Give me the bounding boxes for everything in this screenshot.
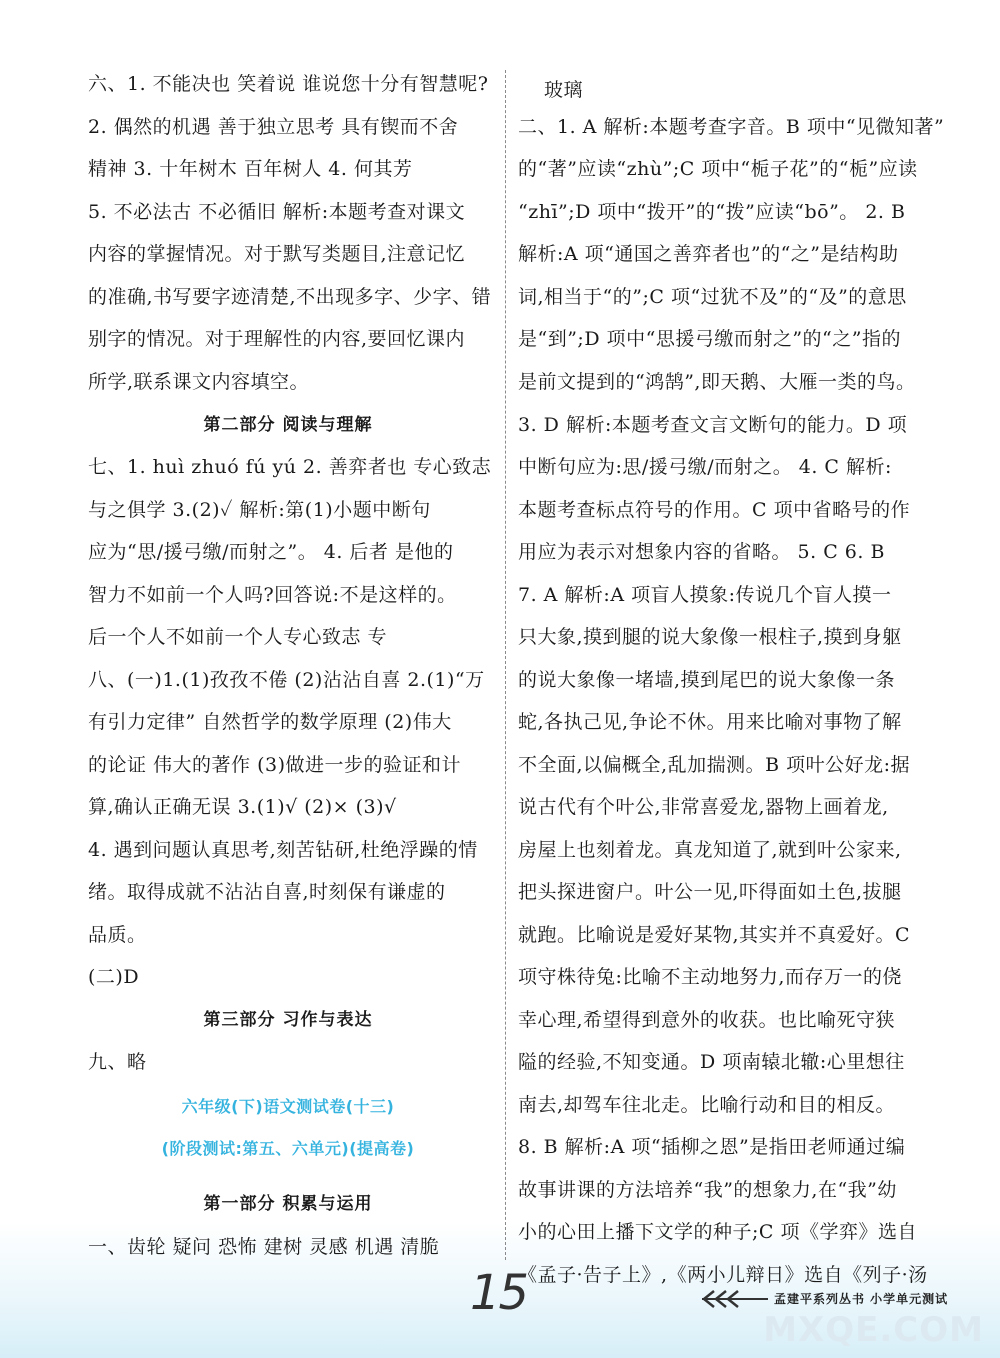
text-line: 南去,却驾车往北走。比喻行动和目的相反。 bbox=[518, 1094, 896, 1116]
test-title: 六年级(下)语文测试卷(十三) bbox=[181, 1097, 395, 1116]
text-line: 《孟子·告子上》,《两小儿辩日》选自《列子·汤 bbox=[518, 1264, 928, 1286]
text-line: 不全面,以偏概全,乱加揣测。B 项叶公好龙:据 bbox=[518, 754, 910, 776]
section-heading-writing: 第三部分 习作与表达 bbox=[203, 1010, 373, 1030]
page-number: 15 bbox=[470, 1265, 528, 1321]
text-line: 解析:A 项“通国之善弈者也”的“之”是结构助 bbox=[518, 243, 899, 265]
section-heading-reading: 第二部分 阅读与理解 bbox=[203, 415, 373, 435]
text-line: 的“著”应读“zhù”;C 项中“栀子花”的“栀”应读 bbox=[518, 158, 918, 180]
text-line: 所学,联系课文内容填空。 bbox=[88, 371, 310, 393]
text-line: 把头探进窗户。叶公一见,吓得面如土色,拔腿 bbox=[518, 881, 902, 903]
text-line: 八、(一)1.(1)孜孜不倦 (2)沾沾自喜 2.(1)“万 bbox=[88, 669, 485, 691]
text-line: 九、略 bbox=[88, 1051, 147, 1073]
text-line: 3. D 解析:本题考查文言文断句的能力。D 项 bbox=[518, 414, 908, 436]
text-line: 项守株待兔:比喻不主动地努力,而存万一的侥 bbox=[518, 966, 902, 988]
text-line: 8. B 解析:A 项“插柳之恩”是指田老师通过编 bbox=[518, 1136, 906, 1158]
text-line: 隘的经验,不知变通。D 项南辕北辙:心里想往 bbox=[518, 1051, 905, 1073]
text-line: 品质。 bbox=[88, 924, 147, 946]
text-line: 7. A 解析:A 项盲人摸象:传说几个盲人摸一 bbox=[518, 584, 892, 606]
text-line: 玻璃 bbox=[544, 79, 584, 101]
text-line: 应为“思/援弓缴/而射之”。 4. 后者 是他的 bbox=[88, 541, 454, 563]
text-line: 是前文提到的“鸿鹄”,即天鹅、大雁一类的鸟。 bbox=[518, 371, 916, 393]
text-line: 4. 遇到问题认真思考,刻苦钻研,杜绝浮躁的情 bbox=[88, 839, 478, 861]
column-divider bbox=[505, 70, 506, 1260]
text-line: 的说大象像一堵墙,摸到尾巴的说大象像一条 bbox=[518, 669, 896, 691]
text-line: (二)D bbox=[88, 966, 140, 988]
text-line: 二、1. A 解析:本题考查字音。B 项中“见微知著” bbox=[518, 116, 945, 138]
arrows-icon bbox=[700, 1288, 770, 1310]
series-footer-text: 孟建平系列丛书 小学单元测试 bbox=[774, 1292, 949, 1306]
text-line: 就跑。比喻说是爱好某物,其实并不真爱好。C bbox=[518, 924, 911, 946]
text-line: 的准确,书写要字迹清楚,不出现多字、少字、错 bbox=[88, 286, 492, 308]
text-line: 别字的情况。对于理解性的内容,要回忆课内 bbox=[88, 328, 466, 350]
text-line: 与之俱学 3.(2)✓ 解析:第(1)小题中断句 bbox=[88, 499, 431, 521]
text-line: 七、1. huì zhuó fú yú 2. 善弈者也 专心致志 bbox=[88, 456, 492, 478]
text-line: 中断句应为:思/援弓缴/而射之。 4. C 解析: bbox=[518, 456, 892, 478]
text-line: 蛇,各执己见,争论不休。用来比喻对事物了解 bbox=[518, 711, 902, 733]
text-line: 内容的掌握情况。对于默写类题目,注意记忆 bbox=[88, 243, 466, 265]
text-line: 是“到”;D 项中“思援弓缴而射之”的“之”指的 bbox=[518, 328, 901, 350]
watermark-text: MXQE.COM bbox=[763, 1310, 984, 1350]
section-heading-accumulation: 第一部分 积累与运用 bbox=[203, 1194, 373, 1214]
text-line: 用应为表示对想象内容的省略。 5. C 6. B bbox=[518, 541, 885, 563]
text-line: 有引力定律” 自然哲学的数学原理 (2)伟大 bbox=[88, 711, 452, 733]
text-line: 5. 不必法古 不必循旧 解析:本题考查对课文 bbox=[88, 201, 466, 223]
text-line: 小的心田上播下文学的种子;C 项《学弈》选自 bbox=[518, 1221, 917, 1243]
text-line: 说古代有个叶公,非常喜爱龙,器物上画着龙, bbox=[518, 796, 889, 818]
text-line: “zhī”;D 项中“拨开”的“拨”应读“bō”。 2. B bbox=[518, 201, 906, 223]
text-line: 房屋上也刻着龙。真龙知道了,就到叶公家来, bbox=[518, 839, 902, 861]
text-line: 后一个人不如前一个人专心致志 专 bbox=[88, 626, 388, 648]
text-line: 精神 3. 十年树木 百年树人 4. 何其芳 bbox=[88, 158, 413, 180]
text-line: 六、1. 不能决也 笑着说 谁说您十分有智慧呢? bbox=[88, 73, 489, 95]
text-line: 本题考查标点符号的作用。C 项中省略号的作 bbox=[518, 499, 911, 521]
text-line: 故事讲课的方法培养“我”的想象力,在“我”幼 bbox=[518, 1179, 897, 1201]
text-line: 幸心理,希望得到意外的收获。也比喻死守狭 bbox=[518, 1009, 896, 1031]
text-line: 智力不如前一个人吗?回答说:不是这样的。 bbox=[88, 584, 457, 606]
text-line: 只大象,摸到腿的说大象像一根柱子,摸到身躯 bbox=[518, 626, 902, 648]
text-line: 词,相当于“的”;C 项“过犹不及”的“及”的意思 bbox=[518, 286, 907, 308]
text-line: 一、齿轮 疑问 恐怖 建树 灵感 机遇 清脆 bbox=[88, 1236, 440, 1258]
text-line: 2. 偶然的机遇 善于独立思考 具有锲而不舍 bbox=[88, 116, 459, 138]
text-line: 绪。取得成就不沾沾自喜,时刻保有谦虚的 bbox=[88, 881, 446, 903]
test-subtitle: (阶段测试:第五、六单元)(提高卷) bbox=[161, 1139, 415, 1158]
text-line: 算,确认正确无误 3.(1)√ (2)× (3)√ bbox=[88, 796, 397, 818]
text-line: 的论证 伟大的著作 (3)做进一步的验证和计 bbox=[88, 754, 461, 776]
